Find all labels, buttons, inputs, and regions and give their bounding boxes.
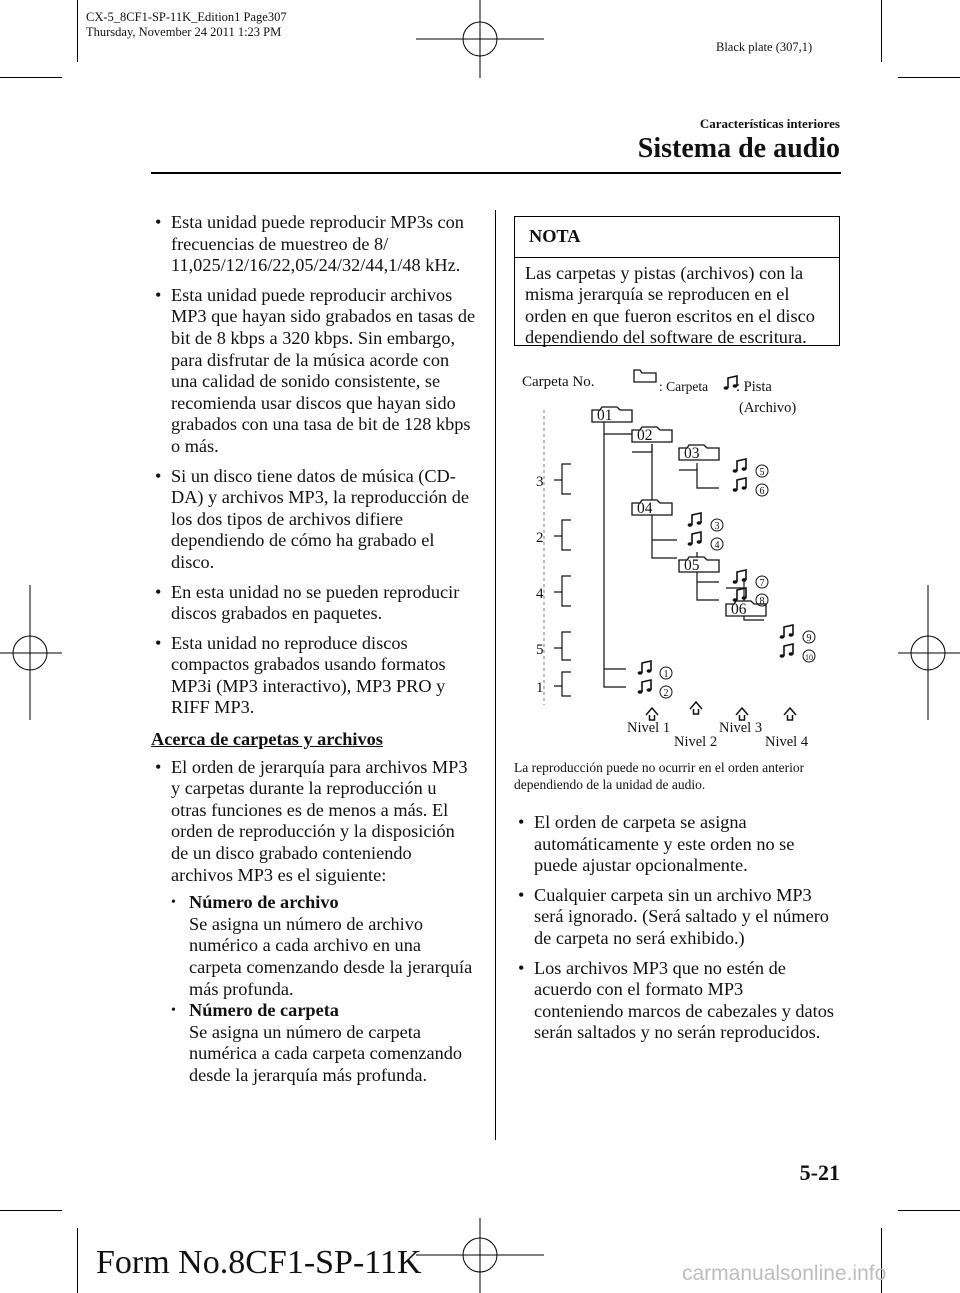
level-label: Nivel 1 xyxy=(627,720,671,736)
list-item: • Esta unidad no reproduce discos compactos grabados usando formatos MP3i (MP3 interactivo), MP3 PRO y RIFF MP3. xyxy=(155,632,446,718)
folder-hierarchy-diagram xyxy=(514,360,844,755)
section-title: Sistema de audio xyxy=(637,133,840,164)
section-rule xyxy=(151,172,841,174)
side-number: 5 xyxy=(536,642,544,658)
note-title: NOTA xyxy=(529,226,581,246)
track-number: 2 xyxy=(663,688,669,699)
column-divider xyxy=(495,210,496,1140)
diagram-caption: La reproducción puede no ocurrir en el orden anterior dependiendo de la unidad de audio. xyxy=(514,760,805,792)
side-number: 2 xyxy=(536,530,544,546)
print-header xyxy=(86,10,287,40)
side-number: 1 xyxy=(536,680,544,696)
folder-label: 02 xyxy=(637,427,653,444)
list-item: • Esta unidad puede reproducir archivos MP3 que hayan sido grabados en tasas de bit de 8 kbps a 320 kbps. Sin embargo, para disfrutar de la música acorde con una calidad de sonido consistente, se recomienda usar discos que hayan sido grabados con una tasa de bit de 128 kbps o más. xyxy=(155,284,476,456)
track-number: 9 xyxy=(806,633,812,644)
track-number: 4 xyxy=(714,540,720,551)
list-item: • El orden de carpeta se asigna automáticamente y este orden no se puede ajustar opcionalmente. xyxy=(518,812,795,876)
note-box xyxy=(514,216,840,346)
level-label: Nivel 2 xyxy=(674,734,718,750)
form-number: Form No.8CF1-SP-11K xyxy=(96,1244,422,1281)
list-item: • Si un disco tiene datos de música (CD-DA) y archivos MP3, la reproducción de los dos tipos de archivos difiere dependiendo de cómo ha grabado el disco. xyxy=(155,465,470,572)
print-header-date: Thursday, November 24 2011 1:23 PM xyxy=(86,25,282,39)
track-number: 7 xyxy=(759,578,765,589)
folder-label: 04 xyxy=(637,500,653,517)
list-item: • Cualquier carpeta sin un archivo MP3 será ignorado. (Será saltado y el número de carpeta no será exhibido.) xyxy=(518,884,829,948)
carpeta-no-label: Carpeta No. xyxy=(522,374,595,390)
watermark: carmanualsonline.info xyxy=(682,1262,887,1285)
track-number: 3 xyxy=(714,521,720,532)
section-heading-folders: Acerca de carpetas y archivos xyxy=(151,729,383,750)
list-item: • Esta unidad puede reproducir MP3s con frecuencias de muestreo de 8/ 11,025/12/16/22,05/24/32/44,1/48 kHz. xyxy=(155,212,464,276)
track-number: 1 xyxy=(663,669,669,680)
side-number: 4 xyxy=(536,586,544,602)
section-subtitle: Características interiores xyxy=(699,116,840,131)
level-arrow-icon xyxy=(646,708,658,720)
level-arrow-icon xyxy=(736,708,748,720)
level-label: Nivel 3 xyxy=(719,720,763,736)
legend-track-label: : Pista xyxy=(736,379,772,395)
track-number: 10 xyxy=(805,653,813,662)
list-item: • Los archivos MP3 que no estén de acuerdo con el formato MP3 conteniendo marcos de cabezales y datos serán saltados y no serán reproducidos. xyxy=(518,957,834,1043)
folder-label: 03 xyxy=(684,445,700,462)
track-number: 5 xyxy=(759,467,765,478)
sub-item-folder-number: • Número de carpeta Se asigna un número de carpeta numérica a cada carpeta comenzando desde la jerarquía más profunda. xyxy=(171,1000,463,1085)
track-number: 6 xyxy=(759,486,765,497)
print-header-file: CX-5_8CF1-SP-11K_Edition1 Page307 xyxy=(86,10,287,24)
side-number: 3 xyxy=(536,474,544,490)
level-arrow-icon xyxy=(690,702,702,714)
note-text: Las carpetas y pistas (archivos) con la misma jerarquía se reproducen en el orden en que fueron escritos en el disco dependiendo del software de escritura. xyxy=(515,257,839,349)
left-column xyxy=(151,212,476,1087)
page-number: 5-21 xyxy=(799,1160,840,1185)
folder-label: 01 xyxy=(597,407,613,424)
sub-item-file-number: • Número de archivo Se asigna un número de archivo numérico a cada archivo en una carpeta comenzando desde la jerarquía más profunda. xyxy=(171,892,473,999)
print-header-plate: Black plate (307,1) xyxy=(716,40,813,54)
list-item: • En esta unidad no se pueden reproducir discos grabados en paquetes. xyxy=(155,581,460,624)
folder-label: 05 xyxy=(684,557,700,574)
level-label: Nivel 4 xyxy=(765,734,809,750)
level-arrow-icon xyxy=(784,708,796,720)
folder-icon xyxy=(634,370,656,382)
list-item: • El orden de jerarquía para archivos MP3 y carpetas durante la reproducción u otras funciones es de menos a más. El orden de reproducción y la disposición de un disco grabado conteniendo archivos MP3 es el siguiente: xyxy=(155,756,468,885)
right-column xyxy=(514,812,834,1052)
track-number: 8 xyxy=(759,596,765,607)
folder-label: 06 xyxy=(731,601,747,618)
legend-track-sub: (Archivo) xyxy=(739,400,797,416)
legend-folder-label: : Carpeta xyxy=(659,379,709,394)
